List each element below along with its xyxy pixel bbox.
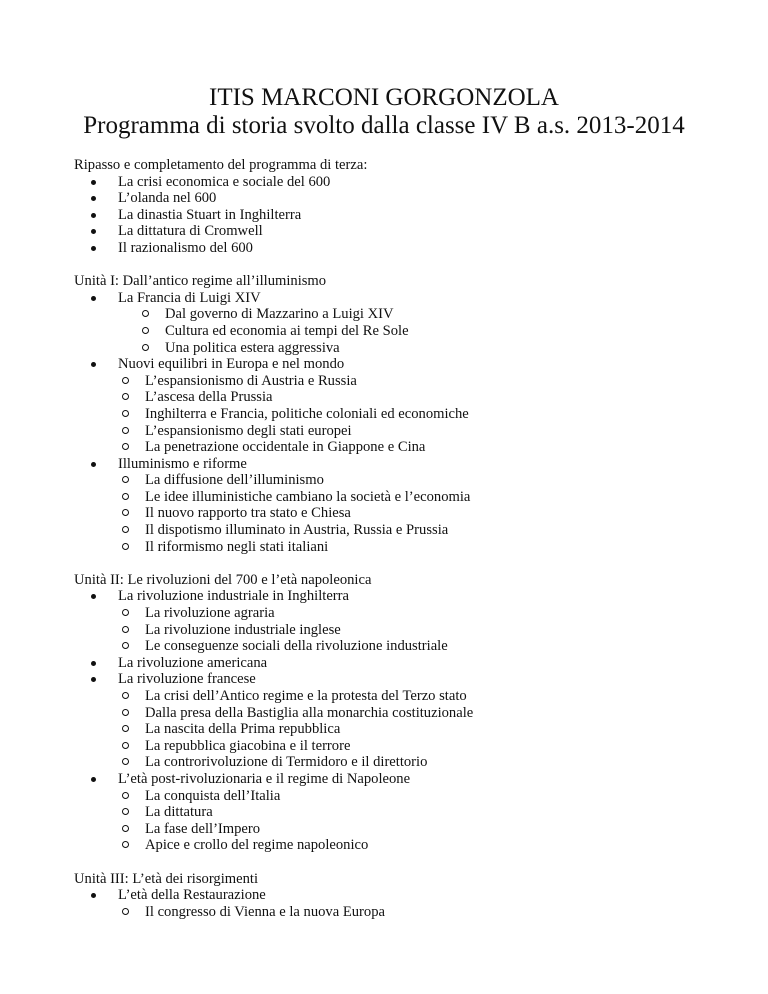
- topic-row: [118, 771, 734, 788]
- topic-item: [118, 887, 734, 920]
- circle-bullet-icon: [122, 443, 129, 450]
- bullet-dot-icon: [91, 594, 96, 599]
- bullet-dot-icon: [91, 777, 96, 782]
- circle-bullet-icon: [122, 692, 129, 699]
- topic-item: [118, 240, 734, 257]
- subtopic-label: Dal governo di Mazzarino a Luigi XIV: [165, 306, 394, 323]
- subtopic-item: [145, 788, 734, 805]
- topic-label: Il razionalismo del 600: [118, 239, 253, 256]
- subtopic-label: La rivoluzione agraria: [145, 605, 275, 622]
- subtopic-label: Le idee illuministiche cambiano la società e l’economia: [145, 488, 471, 505]
- subtopic-label: Il dispotismo illuminato in Austria, Russia e Prussia: [145, 522, 449, 539]
- topic-list: [74, 290, 734, 556]
- subtopic-list: [118, 605, 734, 655]
- topic-item: [118, 223, 734, 240]
- topic-label: L’olanda nel 600: [118, 190, 217, 207]
- circle-bullet-icon: [122, 393, 129, 400]
- subtopic-list: [118, 373, 734, 456]
- topic-label: La dittatura di Cromwell: [118, 223, 263, 240]
- subtopic-label: Dalla presa della Bastiglia alla monarchia costituzionale: [145, 704, 474, 721]
- topic-label: Nuovi equilibri in Europa e nel mondo: [118, 356, 345, 373]
- bullet-dot-icon: [91, 661, 96, 666]
- subtopic-label: La nascita della Prima repubblica: [145, 721, 341, 738]
- subtopic-item: [145, 754, 734, 771]
- subtopic-label: L’espansionismo di Austria e Russia: [145, 372, 357, 389]
- topic-label: Illuminismo e riforme: [118, 455, 247, 472]
- school-name: ITIS MARCONI GORGONZOLA: [209, 84, 559, 111]
- topic-list: [74, 588, 734, 854]
- bullet-dot-icon: [91, 229, 96, 234]
- subtopic-item: [145, 539, 734, 556]
- program-section: [74, 572, 734, 854]
- topic-row: [118, 240, 734, 257]
- topic-label: La dinastia Stuart in Inghilterra: [118, 206, 302, 223]
- circle-bullet-icon: [122, 808, 129, 815]
- circle-bullet-icon: [122, 377, 129, 384]
- circle-bullet-icon: [122, 825, 129, 832]
- topic-label: L’età della Restaurazione: [118, 887, 266, 904]
- subtopic-item: [145, 489, 734, 506]
- subtopic-item: [145, 406, 734, 423]
- subtopic-item: [145, 738, 734, 755]
- circle-bullet-icon: [122, 742, 129, 749]
- topic-row: [118, 456, 734, 473]
- subtopic-item: [145, 472, 734, 489]
- topic-item: [118, 290, 734, 356]
- circle-bullet-icon: [122, 709, 129, 716]
- section-heading: Unità II: Le rivoluzioni del 700 e l’età napoleonica: [74, 571, 372, 588]
- section-heading: Unità I: Dall’antico regime all’illuminismo: [74, 273, 327, 290]
- circle-bullet-icon: [122, 493, 129, 500]
- subtopic-label: La penetrazione occidentale in Giappone e Cina: [145, 439, 426, 456]
- topic-label: La rivoluzione americana: [118, 654, 268, 671]
- subtopic-label: L’ascesa della Prussia: [145, 389, 273, 406]
- subtopic-label: La rivoluzione industriale inglese: [145, 621, 341, 638]
- program-content: [74, 157, 734, 937]
- program-section: [74, 273, 734, 555]
- subtopic-item: [145, 605, 734, 622]
- subtopic-label: Il nuovo rapporto tra stato e Chiesa: [145, 505, 351, 522]
- circle-bullet-icon: [142, 310, 149, 317]
- subtopic-list: [118, 472, 734, 555]
- topic-row: [118, 207, 734, 224]
- section-heading: Unità III: L’età dei risorgimenti: [74, 870, 258, 887]
- subtopic-item: [145, 688, 734, 705]
- subtopic-item: [165, 323, 734, 340]
- circle-bullet-icon: [122, 526, 129, 533]
- subtopic-label: Il congresso di Vienna e la nuova Europa: [145, 903, 385, 920]
- program-section: [74, 157, 734, 257]
- topic-row: [118, 588, 734, 605]
- subtopic-label: La repubblica giacobina e il terrore: [145, 737, 351, 754]
- topic-item: [118, 190, 734, 207]
- topic-row: [118, 655, 734, 672]
- bullet-dot-icon: [91, 362, 96, 367]
- topic-label: La rivoluzione industriale in Inghilterra: [118, 588, 349, 605]
- topic-item: [118, 174, 734, 191]
- program-section: [74, 871, 734, 921]
- bullet-dot-icon: [91, 296, 96, 301]
- circle-bullet-icon: [122, 642, 129, 649]
- circle-bullet-icon: [122, 609, 129, 616]
- subtopic-item: [145, 439, 734, 456]
- topic-item: [118, 671, 734, 771]
- topic-item: [118, 356, 734, 456]
- subtopic-label: La fase dell’Impero: [145, 820, 261, 837]
- topic-row: [118, 223, 734, 240]
- section-heading: Ripasso e completamento del programma di terza:: [74, 157, 368, 173]
- subtopic-label: Apice e crollo del regime napoleonico: [145, 837, 369, 854]
- subtopic-item: [165, 340, 734, 357]
- subtopic-item: [145, 505, 734, 522]
- subtopic-list: [118, 688, 734, 771]
- circle-bullet-icon: [122, 725, 129, 732]
- bullet-dot-icon: [91, 180, 96, 185]
- subtopic-item: [145, 522, 734, 539]
- circle-bullet-icon: [122, 509, 129, 516]
- subtopic-item: [145, 904, 734, 921]
- circle-bullet-icon: [122, 908, 129, 915]
- circle-bullet-icon: [122, 758, 129, 765]
- subtopic-item: [145, 373, 734, 390]
- topic-item: [118, 588, 734, 654]
- topic-list: [74, 887, 734, 920]
- subtopic-label: La controrivoluzione di Termidoro e il direttorio: [145, 754, 428, 771]
- bullet-dot-icon: [91, 893, 96, 898]
- subtopic-label: L’espansionismo degli stati europei: [145, 422, 352, 439]
- bullet-dot-icon: [91, 462, 96, 467]
- circle-bullet-icon: [122, 626, 129, 633]
- subtopic-item: [145, 389, 734, 406]
- bullet-dot-icon: [91, 677, 96, 682]
- subtopic-list: [118, 306, 734, 356]
- document-title: [0, 84, 768, 140]
- circle-bullet-icon: [122, 410, 129, 417]
- subtopic-item: [145, 821, 734, 838]
- bullet-dot-icon: [91, 246, 96, 251]
- subtopic-label: Una politica estera aggressiva: [165, 339, 340, 356]
- subtopic-label: Il riformismo negli stati italiani: [145, 538, 329, 555]
- topic-row: [118, 356, 734, 373]
- circle-bullet-icon: [122, 543, 129, 550]
- topic-list: [74, 174, 734, 257]
- circle-bullet-icon: [122, 792, 129, 799]
- topic-row: [118, 190, 734, 207]
- circle-bullet-icon: [122, 476, 129, 483]
- topic-row: [118, 887, 734, 904]
- circle-bullet-icon: [142, 327, 149, 334]
- topic-label: L’età post-rivoluzionaria e il regime di Napoleone: [118, 770, 411, 787]
- subtopic-item: [145, 622, 734, 639]
- subtopic-label: Cultura ed economia ai tempi del Re Sole: [165, 322, 409, 339]
- topic-label: La Francia di Luigi XIV: [118, 289, 261, 306]
- circle-bullet-icon: [122, 427, 129, 434]
- subtopic-item: [145, 837, 734, 854]
- subtopic-list: [118, 788, 734, 854]
- topic-row: [118, 174, 734, 191]
- subtopic-item: [145, 423, 734, 440]
- program-title: Programma di storia svolto dalla classe IV B a.s. 2013-2014: [83, 112, 685, 139]
- subtopic-label: La conquista dell’Italia: [145, 787, 281, 804]
- subtopic-item: [165, 306, 734, 323]
- subtopic-item: [145, 804, 734, 821]
- topic-item: [118, 456, 734, 556]
- bullet-dot-icon: [91, 213, 96, 218]
- topic-label: La rivoluzione francese: [118, 671, 256, 688]
- subtopic-item: [145, 638, 734, 655]
- subtopic-label: Inghilterra e Francia, politiche coloniali ed economiche: [145, 405, 469, 422]
- subtopic-item: [145, 705, 734, 722]
- topic-label: La crisi economica e sociale del 600: [118, 173, 331, 190]
- subtopic-label: La dittatura: [145, 804, 213, 821]
- subtopic-list: [118, 904, 734, 921]
- circle-bullet-icon: [142, 344, 149, 351]
- topic-item: [118, 771, 734, 854]
- topic-item: [118, 207, 734, 224]
- subtopic-item: [145, 721, 734, 738]
- topic-row: [118, 671, 734, 688]
- bullet-dot-icon: [91, 196, 96, 201]
- subtopic-label: La crisi dell’Antico regime e la protesta del Terzo stato: [145, 688, 467, 704]
- topic-row: [118, 290, 734, 307]
- topic-item: [118, 655, 734, 672]
- subtopic-label: La diffusione dell’illuminismo: [145, 472, 324, 489]
- circle-bullet-icon: [122, 841, 129, 848]
- subtopic-label: Le conseguenze sociali della rivoluzione industriale: [145, 638, 448, 655]
